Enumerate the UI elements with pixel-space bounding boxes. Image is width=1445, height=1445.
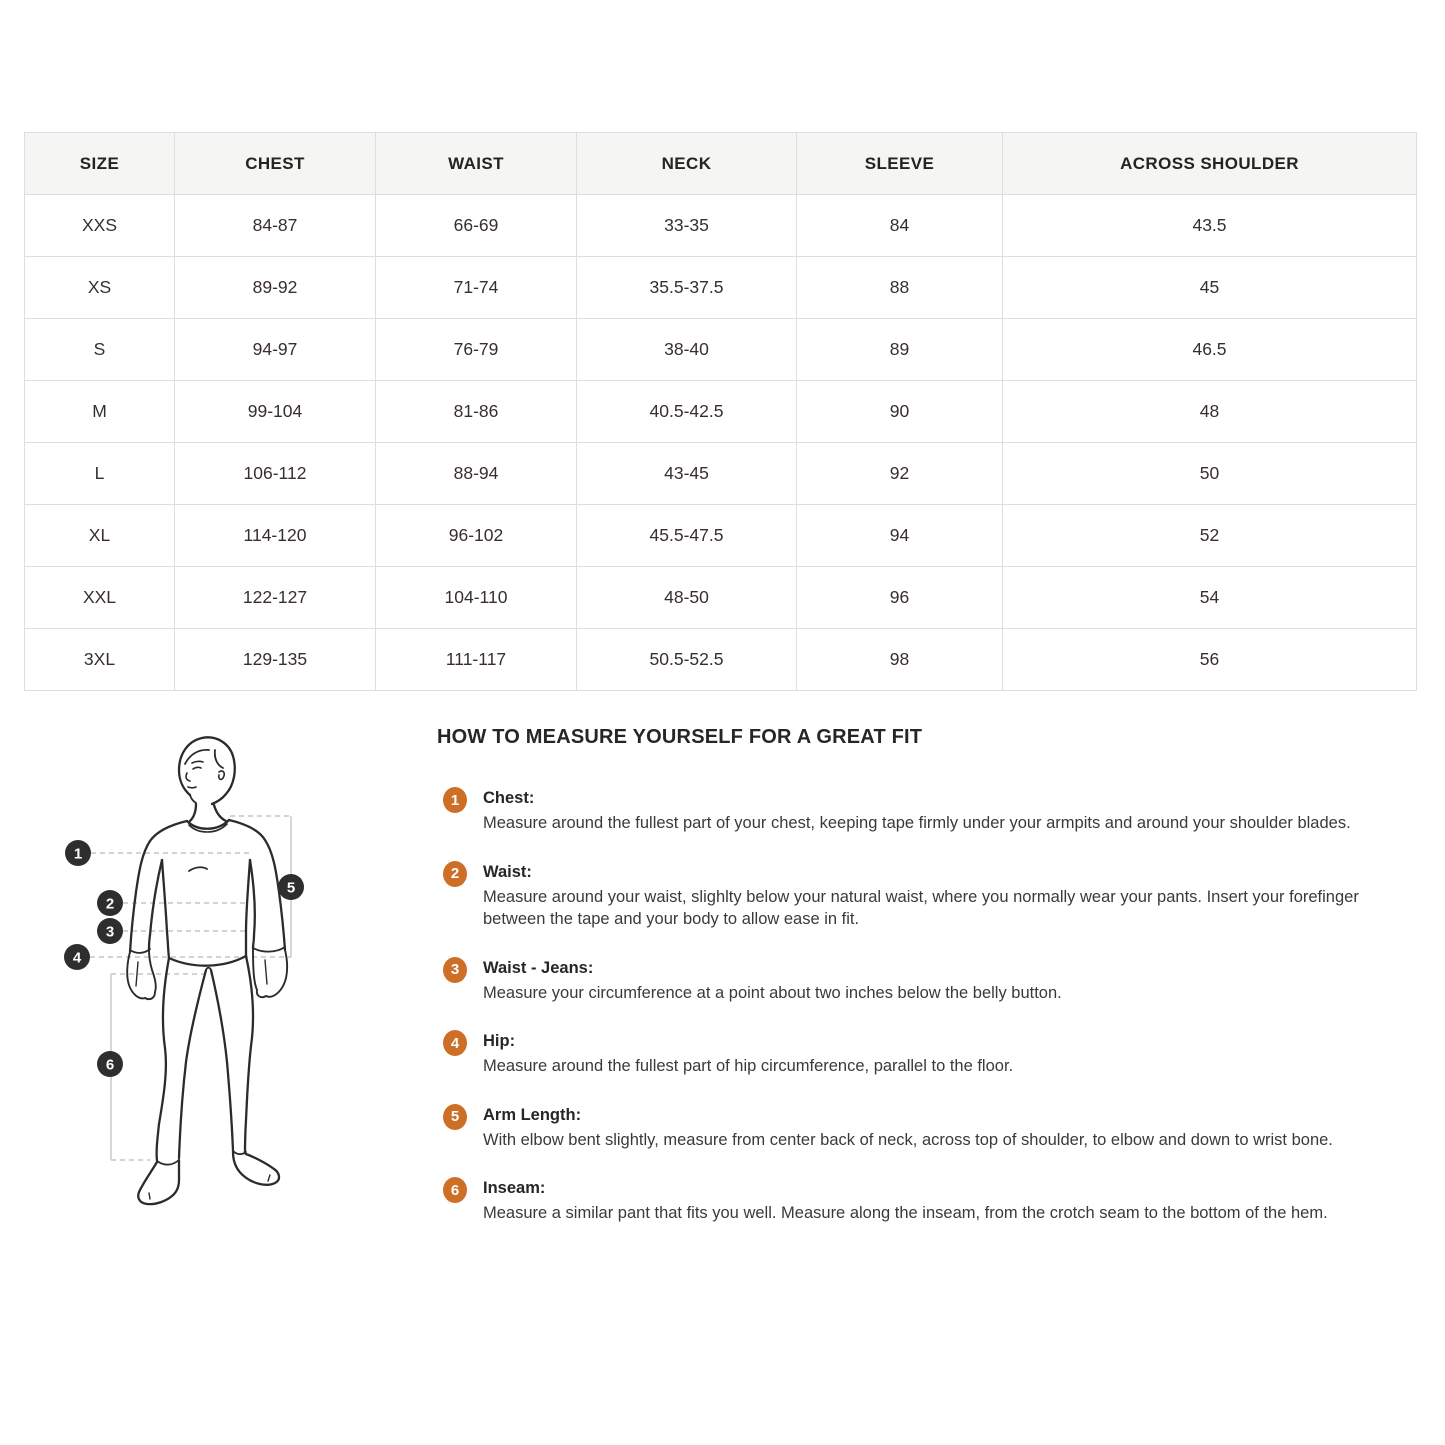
across-shoulder-cell: 46.5 (1003, 319, 1417, 381)
chest-cell: 106-112 (175, 443, 376, 505)
sleeve-cell: 84 (797, 195, 1003, 257)
size-cell: XL (25, 505, 175, 567)
neck-cell: 38-40 (577, 319, 797, 381)
table-row (25, 381, 1417, 443)
step-number-badge: 2 (443, 861, 467, 887)
sleeve-cell: 94 (797, 505, 1003, 567)
marker-5-arm-length (278, 874, 304, 900)
chest-cell: 122-127 (175, 567, 376, 629)
neck-cell: 45.5-47.5 (577, 505, 797, 567)
column-header-chest: CHEST (175, 133, 376, 195)
marker-6-inseam (97, 1051, 123, 1077)
step-number-badge: 5 (443, 1104, 467, 1130)
step-waist (443, 860, 1408, 931)
across-shoulder-cell: 45 (1003, 257, 1417, 319)
step-number-badge: 6 (443, 1177, 467, 1203)
step-label: Waist - Jeans: (483, 958, 594, 977)
size-cell: S (25, 319, 175, 381)
step-inseam (443, 1176, 1408, 1225)
neck-cell: 50.5-52.5 (577, 629, 797, 691)
neck-cell: 33-35 (577, 195, 797, 257)
waist-cell: 81-86 (376, 381, 577, 443)
step-text: Measure around the fullest part of your chest, keeping tape firmly under your armpits and around your shoulder blades. (483, 814, 1351, 832)
table-header-row (25, 133, 1417, 195)
step-number-badge: 3 (443, 957, 467, 983)
sleeve-cell: 96 (797, 567, 1003, 629)
guide-heading: HOW TO MEASURE YOURSELF FOR A GREAT FIT (437, 726, 923, 748)
step-number-badge: 4 (443, 1030, 467, 1056)
across-shoulder-cell: 50 (1003, 443, 1417, 505)
step-text: Measure around your waist, slighlty below your natural waist, where you normally wear your pants. Insert your forefinger between the tape and your body to allow ease in fit. (483, 887, 1359, 928)
table-row (25, 505, 1417, 567)
table-row (25, 195, 1417, 257)
waist-cell: 96-102 (376, 505, 577, 567)
step-text: Measure a similar pant that fits you well. Measure along the inseam, from the crotch seam to the bottom of the hem. (483, 1204, 1328, 1222)
step-label: Arm Length: (483, 1105, 582, 1124)
waist-cell: 76-79 (376, 319, 577, 381)
svg-text:6: 6 (105, 1056, 115, 1074)
marker-2-waist (97, 890, 123, 916)
table-row (25, 567, 1417, 629)
marker-3-waist-jeans (97, 918, 123, 944)
size-cell: XXS (25, 195, 175, 257)
column-header-sleeve: SLEEVE (797, 133, 1003, 195)
svg-text:1: 1 (73, 845, 83, 863)
size-cell: XS (25, 257, 175, 319)
step-text: Measure your circumference at a point about two inches below the belly button. (483, 983, 1062, 1002)
across-shoulder-cell: 43.5 (1003, 195, 1417, 257)
step-text: Measure around the fullest part of hip circumference, parallel to the floor. (483, 1057, 1014, 1075)
size-cell: L (25, 443, 175, 505)
neck-cell: 48-50 (577, 567, 797, 629)
column-header-size: SIZE (25, 133, 175, 195)
step-hip (443, 1029, 1408, 1078)
chest-cell: 129-135 (175, 629, 376, 691)
size-cell: M (25, 381, 175, 443)
waist-cell: 88-94 (376, 443, 577, 505)
marker-4-hip (64, 944, 90, 970)
step-label: Waist: (483, 862, 532, 881)
sleeve-cell: 89 (797, 319, 1003, 381)
measure-steps-list (443, 786, 1408, 1250)
across-shoulder-cell: 52 (1003, 505, 1417, 567)
svg-text:5: 5 (286, 879, 296, 897)
column-header-neck: NECK (577, 133, 797, 195)
step-label: Inseam: (483, 1179, 546, 1197)
across-shoulder-cell: 48 (1003, 381, 1417, 443)
size-cell: XXL (25, 567, 175, 629)
step-waist-jeans (443, 956, 1408, 1005)
svg-text:4: 4 (72, 949, 82, 967)
waist-cell: 111-117 (376, 629, 577, 691)
waist-cell: 71-74 (376, 257, 577, 319)
across-shoulder-cell: 56 (1003, 629, 1417, 691)
column-header-across-shoulder: ACROSS SHOULDER (1003, 133, 1417, 195)
table-row (25, 629, 1417, 691)
chest-cell: 114-120 (175, 505, 376, 567)
neck-cell: 40.5-42.5 (577, 381, 797, 443)
step-label: Chest: (483, 789, 535, 807)
marker-1-chest (65, 840, 91, 866)
size-cell: 3XL (25, 629, 175, 691)
table-row (25, 319, 1417, 381)
chest-cell: 99-104 (175, 381, 376, 443)
step-label: Hip: (483, 1032, 516, 1050)
chest-cell: 94-97 (175, 319, 376, 381)
diagram-markers (64, 840, 304, 1077)
sleeve-cell: 88 (797, 257, 1003, 319)
step-text: With elbow bent slightly, measure from center back of neck, across top of shoulder, to elbow and down to wrist bone. (483, 1130, 1333, 1149)
size-chart-table (24, 132, 1416, 691)
measurement-guide-lines (90, 816, 291, 1160)
step-chest (443, 786, 1408, 835)
sleeve-cell: 90 (797, 381, 1003, 443)
waist-cell: 104-110 (376, 567, 577, 629)
waist-cell: 66-69 (376, 195, 577, 257)
svg-text:2: 2 (105, 895, 115, 913)
table-row (25, 257, 1417, 319)
table-row (25, 443, 1417, 505)
neck-cell: 43-45 (577, 443, 797, 505)
sleeve-cell: 98 (797, 629, 1003, 691)
chest-cell: 84-87 (175, 195, 376, 257)
neck-cell: 35.5-37.5 (577, 257, 797, 319)
step-number-badge: 1 (443, 787, 467, 813)
svg-text:3: 3 (105, 923, 115, 941)
sleeve-cell: 92 (797, 443, 1003, 505)
body-measurement-diagram (40, 720, 315, 1225)
across-shoulder-cell: 54 (1003, 567, 1417, 629)
step-arm-length (443, 1103, 1408, 1152)
chest-cell: 89-92 (175, 257, 376, 319)
body-outline-figure (127, 737, 287, 1204)
column-header-waist: WAIST (376, 133, 577, 195)
